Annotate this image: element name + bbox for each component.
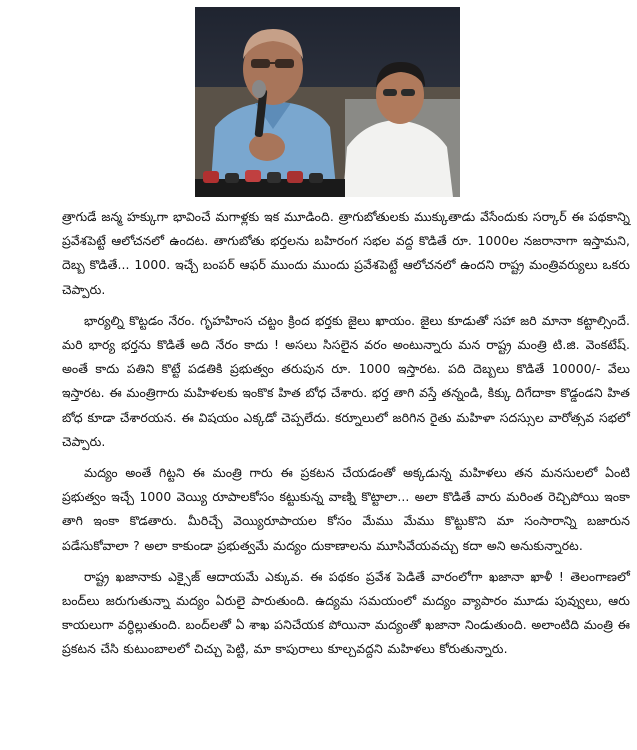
press-meet-image (195, 7, 460, 197)
article-body (62, 205, 630, 669)
article-paragraph: రాష్ట్ర ఖజానాకు ఎక్సైజ్ ఆదాయమే ఎక్కువ. ఈ పథకం ప్రవేశ పెడితే వారంలోగా ఖజానా ఖాళీ ! తెలంగాణలో బంద్‌లు జరుగుతున్నా మద్యం ఏరులై పారుతుంది. ఉద్యమ సమయంలో మద్యం వ్యాపారం మూడు పువ్వులు, ఆరు కాయలుగా వర్ధిల్లుతుంది. బంద్‌లతో ఏ శాఖ పనిచేయక పోయినా మద్యంతో ఖజానా నిండుతుంది. అలాంటిది మంత్రి ఈ ప్రకటన చేసి కుటుంబాలలో చిచ్చు పెట్టి, మా కాపురాలు కూల్చవద్దని మహిళలు కోరుతున్నారు. (62, 568, 630, 657)
article-paragraph: భార్యల్ని కొట్టడం నేరం. గృహహింస చట్టం క్రింద భర్తకు జైలు ఖాయం. జైలు కూడుతో సహా జరి మానా కట్టాల్సిందే. మరి భార్య భర్తను కొడితే అది నేరం కాదు ! అసలు సిసలైన వరం అంటున్నారు మన రాష్ట్ర మంత్రి టి.జి. వెంకటేష్. అంతే కాదు పతిని కొట్టే పడతికి ప్రభుత్వం తరుపున రూ. 1000 ఇస్తారట. పది దెబ్బలు కొడితే 10000/- వేలు ఇస్తారట. ఈ మంత్రిగారు మహిళలకు ఇంకొక హిత బోధ చేశారు. భర్త తాగి వస్తే తన్నండి, కిక్కు దిగేదాకా కొడ్డండని హిత బోధ కూడా చేశారయన. ఈ విషయం ఎక్కడో చెప్పలేదు. కర్నూలులో జరిగిన రైతు మహిళా సదస్సుల వారోత్సవ సభలో చెప్పారు. (62, 312, 630, 449)
article-paragraph: మద్యం అంతే గిట్టని ఈ మంత్రి గారు ఈ ప్రకటన చేయడంతో అక్కడున్న మహిళలు తన మనసులలో ఏంటి ప్రభుత్వం ఇచ్చే 1000 వెయ్యి రూపాలకోసం కట్టుకున్న వాణ్ని కొట్టాలా... అలా కొడితే వారు మరింత రెచ్చిపోయి ఇంకా తాగి ఇంకా కొడతారు. మీరిచ్చే వెయ్యిరూపాయల కోసం మేము మేము కొట్టుకొని మా సంసారాన్ని బజారున పడేసుకోవాలా ? అలా కాకుండా ప్రభుత్వమే మద్యం దుకాణాలను మూసివేయవచ్చు కదా అని అనుకున్నారట. (62, 465, 630, 553)
article-paragraph: త్రాగుడే జన్మ హక్కుగా భావించే మగాళ్లకు ఇక మూడింది. త్రాగుబోతులకు ముక్కుతాడు వేసేందుకు సర్కార్ ఈ పథకాన్ని ప్రవేశపెట్టే ఆలోచనలో ఉందట. తాగుబోతు భర్తలను బహిరంగ సభల వద్ద కొడితే రూ. 1000ల నజరానాగా ఇస్తామని, దెబ్బ కొడితే... 1000. ఇచ్చే బంపర్ ఆఫర్ ముందు ముందు ప్రవేశపెట్టే ఆలోచనలో ఉందని రాష్ట్ర మంత్రివర్యులు ఒకరు చెప్పారు. (62, 209, 630, 297)
news-photo (195, 7, 460, 197)
